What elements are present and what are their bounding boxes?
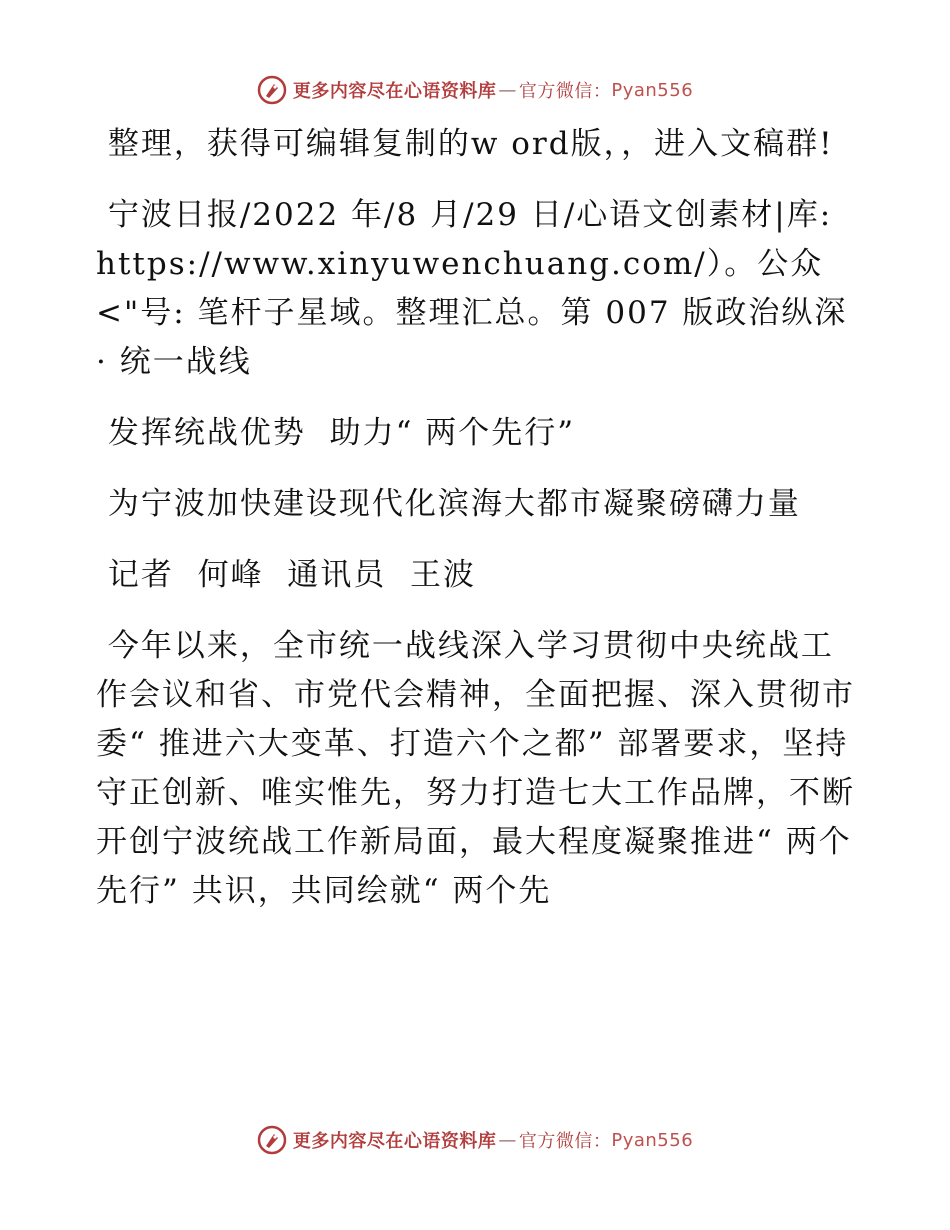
document-body	[96, 120, 860, 938]
watermark-sub-text: 官方微信：	[518, 1131, 612, 1152]
paragraph-intro: 整理，获得可编辑复制的w ord版，，进入文稿群!	[96, 126, 834, 162]
watermark-separator: —	[498, 79, 517, 101]
header-watermark	[0, 70, 950, 110]
article-subheadline: 为宁波加快建设现代化滨海大都市凝聚磅礴力量	[96, 486, 801, 522]
footer-watermark	[0, 1120, 950, 1160]
pen-nib-logo-icon	[257, 75, 287, 105]
watermark-sub-text: 官方微信：	[518, 81, 612, 102]
pen-nib-logo-icon	[257, 1125, 287, 1155]
watermark-wechat-id: Pyan556	[611, 79, 694, 101]
article-byline: 记者 何峰 通讯员 王波	[96, 557, 476, 593]
paragraph-source: 宁波日报/2022 年/8 月/29 日/心语文创素材|库: https://www.xinyuwenchuang.com/）。公众<"号: 笔杆子星域。整理汇总。第 007 版政治纵深 · 统一战线	[96, 197, 860, 380]
watermark-main-text: 更多内容尽在心语资料库	[292, 1131, 497, 1152]
watermark-main-text: 更多内容尽在心语资料库	[292, 81, 497, 102]
article-headline: 发挥统战优势 助力“ 两个先行”	[96, 415, 576, 451]
watermark-wechat-id: Pyan556	[611, 1129, 694, 1151]
article-body-paragraph: 今年以来，全市统一战线深入学习贯彻中央统战工作会议和省、市党代会精神，全面把握、深入贯彻市委“ 推进六大变革、打造六个之都” 部署要求，坚持守正创新、唯实惟先，努力打造七大工作品牌，不断开创宁波统战工作新局面，最大程度凝聚推进“ 两个先行” 共识，共同绘就“ 两个先	[96, 628, 855, 909]
watermark-separator: —	[498, 1129, 517, 1151]
